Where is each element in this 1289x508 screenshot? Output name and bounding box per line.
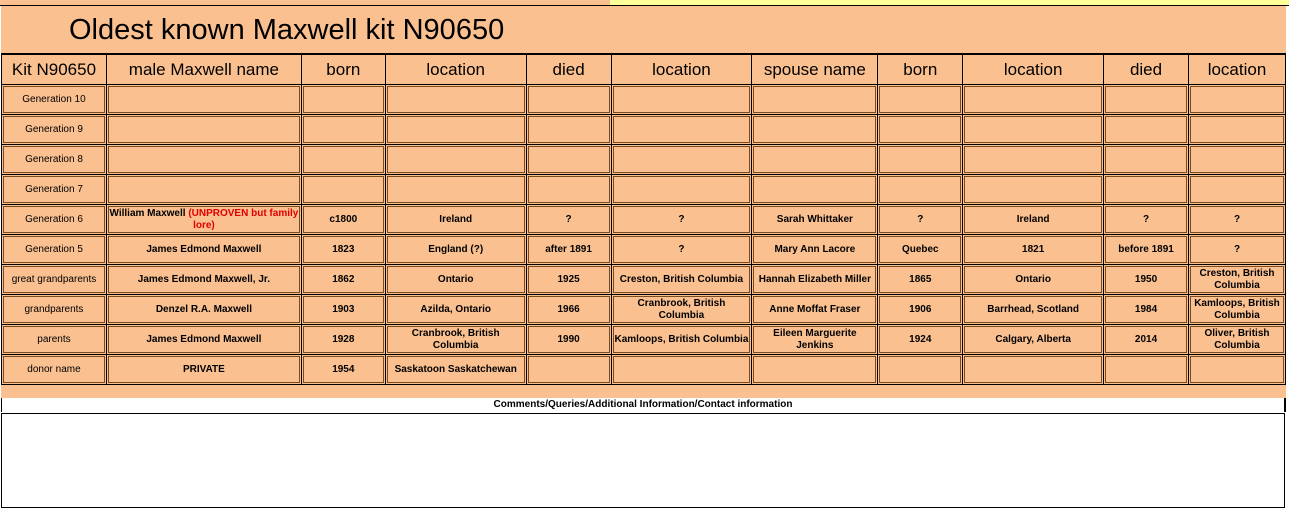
table-row (2, 175, 1286, 205)
table-cell (963, 325, 1104, 355)
table-cell (1104, 295, 1189, 325)
cell-spouse-died[interactable]: 2014 (1105, 326, 1187, 353)
cell-label[interactable]: Generation 9 (3, 116, 105, 143)
cell-died[interactable]: ? (528, 206, 610, 233)
table-cell (2, 295, 107, 325)
table-cell (611, 85, 752, 115)
table-cell (878, 355, 963, 385)
cell-label[interactable]: Generation 6 (3, 206, 105, 233)
table-row (2, 235, 1286, 265)
header-spouse-name[interactable]: spouse name (752, 55, 878, 85)
top-strip-yellow (610, 0, 1289, 5)
table-row (2, 145, 1286, 175)
cell-death-location[interactable]: ? (613, 236, 751, 263)
name-text-wrap (183, 364, 225, 376)
cell-born[interactable]: c1800 (303, 206, 384, 233)
cell-death-location[interactable] (613, 356, 751, 383)
cell-spouse-died[interactable]: 1950 (1105, 266, 1187, 293)
cell-spouse-born[interactable] (879, 176, 961, 203)
cell-death-location[interactable]: ? (613, 206, 751, 233)
header-row (2, 55, 1286, 85)
table-cell (1104, 145, 1189, 175)
cell-label[interactable]: grandparents (3, 296, 105, 323)
table-cell (301, 295, 385, 325)
table-cell (963, 115, 1104, 145)
table-cell (963, 355, 1104, 385)
table-cell (752, 145, 878, 175)
header-location[interactable]: location (385, 55, 526, 85)
table-cell (526, 355, 611, 385)
cell-label[interactable]: parents (3, 326, 105, 353)
header-spouse-born[interactable]: born (878, 55, 963, 85)
name-note: (UNPROVEN but family lore) (188, 207, 299, 231)
name-text: William Maxwell (109, 207, 189, 219)
cell-location[interactable]: Azilda, Ontario (387, 296, 525, 323)
cell-location[interactable]: Saskatoon Saskatchewan (387, 356, 525, 383)
cell-spouse-death-location[interactable] (1190, 86, 1284, 113)
table-cell (301, 85, 385, 115)
cell-death-location[interactable]: Kamloops, British Columbia (613, 326, 751, 353)
cell-spouse-died[interactable]: ? (1105, 206, 1187, 233)
cell-label[interactable]: great grandparents (3, 266, 105, 293)
table-cell (1104, 85, 1189, 115)
table-cell (1104, 325, 1189, 355)
cell-spouse-born[interactable] (879, 116, 961, 143)
table-cell (385, 85, 526, 115)
table-row (2, 205, 1286, 235)
table-cell (878, 235, 963, 265)
table-cell (106, 355, 301, 385)
table-cell (611, 145, 752, 175)
table-cell (526, 205, 611, 235)
table-cell (1188, 235, 1285, 265)
cell-spouse-location[interactable]: Ireland (964, 206, 1102, 233)
table-cell (385, 265, 526, 295)
table-cell (1188, 205, 1285, 235)
table-cell (1104, 115, 1189, 145)
cell-spouse-death-location[interactable] (1190, 146, 1284, 173)
cell-spouse-death-location[interactable] (1190, 356, 1284, 383)
table-cell (301, 355, 385, 385)
name-text: James Edmond Maxwell, Jr. (137, 273, 271, 285)
cell-name[interactable] (108, 176, 300, 203)
cell-born[interactable] (303, 146, 384, 173)
table-cell (526, 295, 611, 325)
cell-born[interactable]: 1903 (303, 296, 384, 323)
table-cell (878, 175, 963, 205)
cell-died[interactable]: after 1891 (528, 236, 610, 263)
table-cell (1188, 295, 1285, 325)
cell-spouse-born[interactable]: Quebec (879, 236, 961, 263)
table-cell (611, 265, 752, 295)
cell-died[interactable] (528, 86, 610, 113)
table-cell (526, 175, 611, 205)
cell-born[interactable]: 1928 (303, 326, 384, 353)
table-cell (752, 355, 878, 385)
cell-spouse-location[interactable]: Calgary, Alberta (964, 326, 1102, 353)
table-row (2, 325, 1286, 355)
cell-spouse[interactable] (753, 176, 876, 203)
table-cell (963, 265, 1104, 295)
cell-spouse-death-location[interactable]: ? (1190, 206, 1284, 233)
header-spouse-location[interactable]: location (963, 55, 1104, 85)
table-cell (106, 145, 301, 175)
cell-spouse-born[interactable]: 1924 (879, 326, 961, 353)
name-text: James Edmond Maxwell (146, 243, 262, 255)
name-text: PRIVATE (182, 363, 225, 375)
table-cell (611, 325, 752, 355)
table-cell (878, 265, 963, 295)
table-cell (963, 205, 1104, 235)
table-row (2, 295, 1286, 325)
cell-spouse-death-location[interactable]: Oliver, British Columbia (1190, 326, 1284, 353)
table-cell (752, 85, 878, 115)
cell-spouse-location[interactable] (964, 356, 1102, 383)
table-cell (301, 205, 385, 235)
cell-spouse-location[interactable] (964, 176, 1102, 203)
name-text: James Edmond Maxwell (146, 333, 262, 345)
cell-name[interactable] (108, 86, 300, 113)
name-text-wrap (146, 334, 261, 346)
cell-spouse-died[interactable] (1105, 146, 1187, 173)
cell-died[interactable] (528, 116, 610, 143)
table-row (2, 115, 1286, 145)
table-cell (385, 205, 526, 235)
cell-name[interactable] (108, 206, 300, 233)
cell-spouse-born[interactable]: 1865 (879, 266, 961, 293)
table-cell (878, 85, 963, 115)
table-cell (301, 175, 385, 205)
table-cell (301, 265, 385, 295)
table-cell (106, 115, 301, 145)
cell-spouse-death-location[interactable]: ? (1190, 236, 1284, 263)
cell-location[interactable]: Ontario (387, 266, 525, 293)
cell-spouse-death-location[interactable] (1190, 116, 1284, 143)
table-cell (385, 115, 526, 145)
cell-spouse-death-location[interactable] (1190, 176, 1284, 203)
cell-died[interactable]: 1966 (528, 296, 610, 323)
header-death-location[interactable]: location (611, 55, 752, 85)
table-cell (1104, 205, 1189, 235)
cell-spouse-died[interactable] (1105, 116, 1187, 143)
cell-name[interactable] (108, 326, 300, 353)
cell-location[interactable] (387, 176, 525, 203)
table-cell (878, 145, 963, 175)
cell-spouse-died[interactable] (1105, 86, 1187, 113)
pedigree-table (1, 54, 1286, 385)
table-cell (752, 295, 878, 325)
table-cell (1188, 115, 1285, 145)
cell-spouse-born[interactable] (879, 356, 961, 383)
cell-death-location[interactable]: Creston, British Columbia (613, 266, 751, 293)
sheet-title: Oldest known Maxwell kit N90650 (69, 14, 505, 46)
table-cell (106, 205, 301, 235)
table-cell (963, 295, 1104, 325)
table-cell (526, 85, 611, 115)
cell-spouse-died[interactable] (1105, 176, 1187, 203)
table-cell (611, 355, 752, 385)
cell-label[interactable]: Generation 7 (3, 176, 105, 203)
table-cell (963, 85, 1104, 115)
name-text: Denzel R.A. Maxwell (155, 303, 252, 315)
cell-spouse-born[interactable]: 1906 (879, 296, 961, 323)
table-cell (2, 205, 107, 235)
cell-spouse-death-location[interactable]: Kamloops, British Columbia (1190, 296, 1284, 323)
table-cell (611, 235, 752, 265)
header-spouse-death-location[interactable]: location (1188, 55, 1285, 85)
cell-death-location[interactable] (613, 116, 751, 143)
cell-born[interactable]: 1862 (303, 266, 384, 293)
table-cell (2, 325, 107, 355)
cell-name[interactable] (108, 236, 300, 263)
cell-spouse-born[interactable]: ? (879, 206, 961, 233)
table-cell (2, 235, 107, 265)
table-cell (106, 295, 301, 325)
cell-label[interactable]: Generation 10 (3, 86, 105, 113)
cell-spouse-born[interactable] (879, 86, 961, 113)
header-male-name[interactable]: male Maxwell name (106, 55, 301, 85)
table-cell (611, 205, 752, 235)
table-cell (385, 175, 526, 205)
cell-died[interactable]: 1925 (528, 266, 610, 293)
table-cell (752, 265, 878, 295)
cell-name[interactable] (108, 116, 300, 143)
table-cell (963, 175, 1104, 205)
cell-death-location[interactable]: Cranbrook, British Columbia (613, 296, 751, 323)
table-cell (301, 115, 385, 145)
table-cell (301, 145, 385, 175)
cell-spouse-location[interactable] (964, 86, 1102, 113)
table-cell (301, 235, 385, 265)
table-cell (301, 325, 385, 355)
cell-location[interactable] (387, 116, 525, 143)
name-text-wrap (156, 304, 252, 316)
table-cell (1188, 175, 1285, 205)
cell-spouse[interactable]: Hannah Elizabeth Miller (753, 266, 876, 293)
table-cell (2, 265, 107, 295)
table-cell (385, 145, 526, 175)
name-text-wrap (138, 274, 270, 286)
cell-spouse[interactable] (753, 116, 876, 143)
header-died[interactable]: died (526, 55, 611, 85)
name-text-wrap (109, 208, 299, 232)
cell-name[interactable] (108, 296, 300, 323)
table-cell (526, 265, 611, 295)
table-cell (1188, 85, 1285, 115)
cell-location[interactable]: England (?) (387, 236, 525, 263)
name-text-wrap (146, 244, 261, 256)
cell-born[interactable]: 1954 (303, 356, 384, 383)
table-cell (2, 115, 107, 145)
cell-died[interactable]: 1990 (528, 326, 610, 353)
cell-spouse-location[interactable] (964, 146, 1102, 173)
cell-spouse-death-location[interactable]: Creston, British Columbia (1190, 266, 1284, 293)
table-cell (385, 355, 526, 385)
table-cell (611, 295, 752, 325)
cell-spouse-location[interactable] (964, 116, 1102, 143)
header-spouse-died[interactable]: died (1104, 55, 1189, 85)
table-cell (1104, 355, 1189, 385)
header-born[interactable]: born (301, 55, 385, 85)
cell-label[interactable]: Generation 8 (3, 146, 105, 173)
table-cell (385, 295, 526, 325)
cell-location[interactable] (387, 86, 525, 113)
table-cell (611, 115, 752, 145)
cell-name[interactable] (108, 266, 300, 293)
table-row (2, 85, 1286, 115)
pedigree-sheet (1, 6, 1286, 398)
cell-spouse[interactable]: Mary Ann Lacore (753, 236, 876, 263)
table-cell (1188, 355, 1285, 385)
cell-born[interactable] (303, 176, 384, 203)
cell-spouse-location[interactable]: Barrhead, Scotland (964, 296, 1102, 323)
cell-born[interactable] (303, 86, 384, 113)
cell-death-location[interactable] (613, 146, 751, 173)
cell-spouse-died[interactable]: before 1891 (1105, 236, 1187, 263)
table-cell (963, 145, 1104, 175)
cell-spouse[interactable]: Eileen Marguerite Jenkins (753, 326, 876, 353)
table-cell (878, 295, 963, 325)
table-cell (1104, 265, 1189, 295)
table-cell (385, 325, 526, 355)
table-row (2, 355, 1286, 385)
cell-location[interactable]: Cranbrook, British Columbia (387, 326, 525, 353)
table-cell (1104, 235, 1189, 265)
table-cell (611, 175, 752, 205)
cell-died[interactable] (528, 176, 610, 203)
cell-born[interactable]: 1823 (303, 236, 384, 263)
table-cell (752, 325, 878, 355)
cell-spouse[interactable]: Sarah Whittaker (753, 206, 876, 233)
cell-spouse-location[interactable]: Ontario (964, 266, 1102, 293)
table-cell (526, 115, 611, 145)
table-cell (878, 115, 963, 145)
cell-spouse[interactable]: Anne Moffat Fraser (753, 296, 876, 323)
table-cell (526, 325, 611, 355)
table-cell (526, 145, 611, 175)
table-cell (2, 355, 107, 385)
table-cell (106, 175, 301, 205)
comments-box[interactable] (1, 413, 1285, 508)
table-cell (963, 235, 1104, 265)
cell-spouse[interactable] (753, 356, 876, 383)
title-row[interactable] (1, 6, 1286, 55)
cell-name[interactable] (108, 356, 300, 383)
table-cell (752, 175, 878, 205)
table-cell (752, 115, 878, 145)
cell-spouse-location[interactable]: 1821 (964, 236, 1102, 263)
header-kit[interactable]: Kit N90650 (2, 55, 107, 85)
cell-died[interactable] (528, 146, 610, 173)
cell-spouse[interactable] (753, 146, 876, 173)
table-cell (878, 325, 963, 355)
table-cell (106, 235, 301, 265)
cell-death-location[interactable] (613, 86, 751, 113)
table-cell (752, 205, 878, 235)
table-cell (752, 235, 878, 265)
cell-location[interactable] (387, 146, 525, 173)
cell-spouse-born[interactable] (879, 146, 961, 173)
cell-location[interactable]: Ireland (387, 206, 525, 233)
table-cell (878, 205, 963, 235)
table-row (2, 265, 1286, 295)
table-cell (1188, 265, 1285, 295)
cell-spouse-died[interactable] (1105, 356, 1187, 383)
cell-died[interactable] (528, 356, 610, 383)
table-cell (1188, 325, 1285, 355)
cell-born[interactable] (303, 116, 384, 143)
table-cell (1188, 145, 1285, 175)
table-cell (1104, 175, 1189, 205)
cell-spouse-died[interactable]: 1984 (1105, 296, 1187, 323)
table-cell (385, 235, 526, 265)
cell-label[interactable]: Generation 5 (3, 236, 105, 263)
cell-label[interactable]: donor name (3, 356, 105, 383)
table-cell (2, 85, 107, 115)
cell-spouse[interactable] (753, 86, 876, 113)
cell-death-location[interactable] (613, 176, 751, 203)
table-cell (106, 325, 301, 355)
cell-name[interactable] (108, 146, 300, 173)
table-cell (106, 85, 301, 115)
table-cell (2, 145, 107, 175)
table-cell (106, 265, 301, 295)
table-cell (526, 235, 611, 265)
comments-label: Comments/Queries/Additional Information/Contact information (1, 398, 1286, 412)
table-cell (2, 175, 107, 205)
